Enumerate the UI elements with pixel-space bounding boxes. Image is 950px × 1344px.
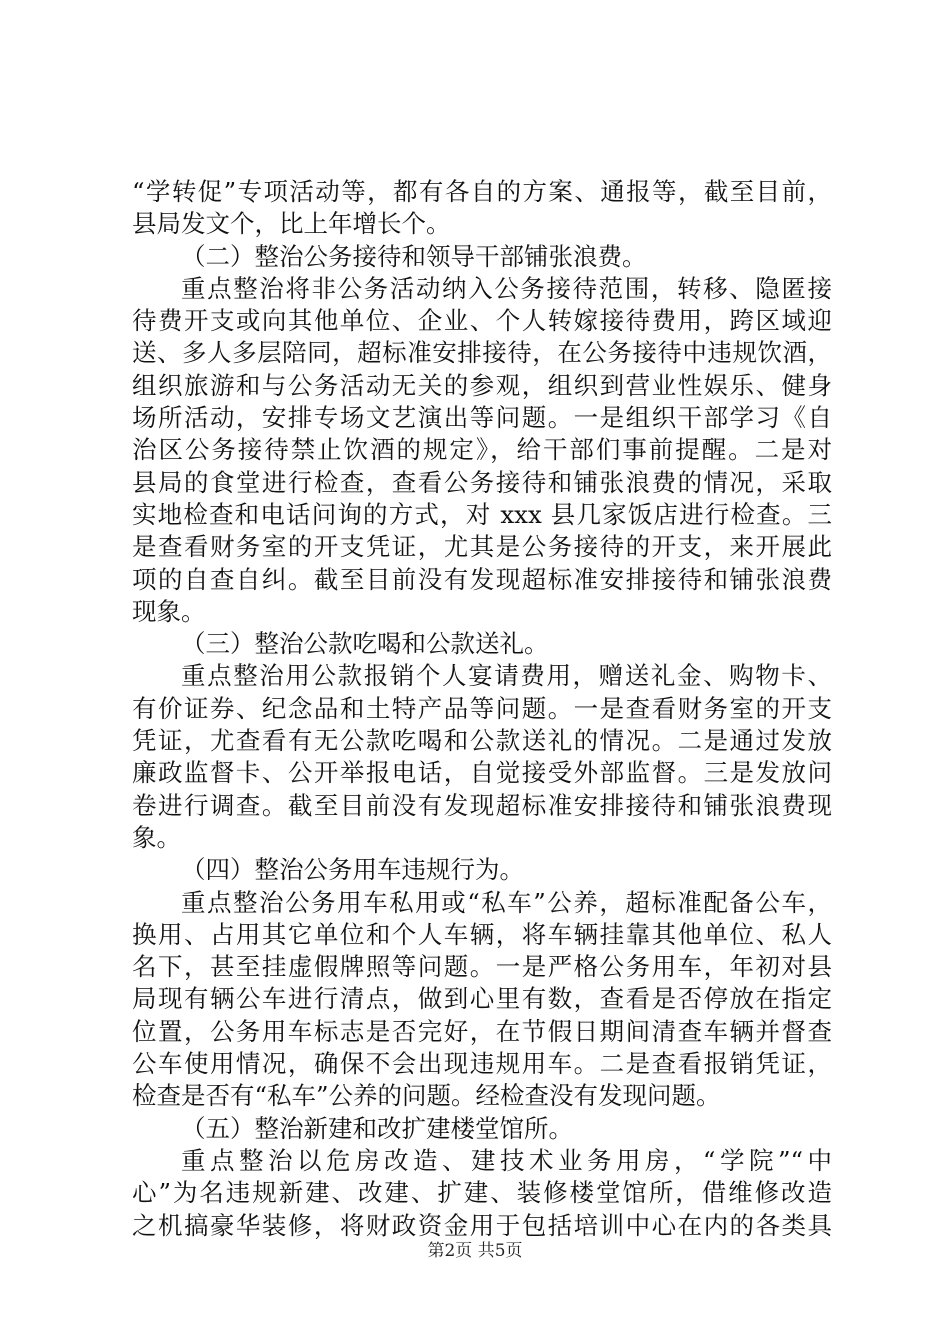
text-line: 场所活动，安排专场文艺演出等问题。一是组织干部学习《自: [132, 403, 832, 433]
page-number-footer: 第2页 共5页: [427, 1241, 523, 1261]
text-line: “学转促”专项活动等，都有各自的方案、通报等，截至目前，: [132, 177, 832, 206]
text-line: 治区公务接待禁止饮酒的规定》，给干部们事前提醒。二是对: [132, 435, 832, 465]
text-line: 局现有辆公车进行清点，做到心里有数，查看是否停放在指定: [132, 984, 832, 1014]
text-line: 检查是否有“私车”公养的问题。经检查没有发现问题。: [132, 1081, 721, 1111]
text-line: 县局发文个，比上年增长个。: [132, 209, 451, 239]
text-line: 凭证，尤查看有无公款吃喝和公款送礼的情况。二是通过发放: [132, 726, 832, 756]
section-heading: （二）整治公务接待和领导干部铺张浪费。: [181, 241, 647, 271]
text-line: 是查看财务室的开支凭证，尤其是公务接待的开支，来开展此: [132, 532, 832, 562]
text-line: 组织旅游和与公务活动无关的参观，组织到营业性娱乐、健身: [132, 370, 832, 400]
text-line: 实地检查和电话问询的方式，对 xxx 县几家饭店进行检查。三: [132, 499, 832, 529]
text-line: 位置，公务用车标志是否完好，在节假日期间清查车辆并督查: [132, 1016, 832, 1046]
text-line: 重点整治以危房改造、建技术业务用房，“学院”“中: [181, 1145, 832, 1175]
text-line: 待费开支或向其他单位、企业、个人转嫁接待费用，跨区域迎: [132, 306, 832, 336]
text-line: 卷进行调查。截至目前没有发现超标准安排接待和铺张浪费现: [132, 790, 832, 820]
section-heading: （三）整治公款吃喝和公款送礼。: [181, 629, 549, 659]
section-heading: （五）整治新建和改扩建楼堂馆所。: [181, 1113, 573, 1143]
text-line: 换用、占用其它单位和个人车辆，将车辆挂靠其他单位、私人: [132, 919, 832, 949]
section-heading: （四）整治公务用车违规行为。: [181, 855, 524, 885]
text-line: 象。: [132, 822, 181, 852]
text-line: 重点整治用公款报销个人宴请费用，赠送礼金、购物卡、: [181, 661, 832, 691]
document-body: [132, 176, 832, 1242]
text-line: 之机搞豪华装修，将财政资金用于包括培训中心在内的各类具: [132, 1210, 832, 1240]
text-line: 重点整治将非公务活动纳入公务接待范围，转移、隐匿接: [181, 273, 832, 303]
text-line: 现象。: [132, 596, 206, 626]
text-line: 项的自查自纠。截至目前没有发现超标准安排接待和铺张浪费: [132, 564, 832, 594]
text-line: 重点整治公务用车私用或“私车”公养，超标准配备公车，: [181, 887, 832, 917]
text-line: 有价证券、纪念品和土特产品等问题。一是查看财务室的开支: [132, 693, 832, 723]
text-line: 心”为名违规新建、改建、扩建、装修楼堂馆所，借维修改造: [132, 1178, 832, 1208]
text-line: 县局的食堂进行检查，查看公务接待和铺张浪费的情况，采取: [132, 467, 832, 497]
text-line: 名下，甚至挂虚假牌照等问题。一是严格公务用车，年初对县: [132, 952, 832, 982]
text-line: 公车使用情况，确保不会出现违规用车。二是查看报销凭证，: [132, 1049, 832, 1079]
text-line: 廉政监督卡、公开举报电话，自觉接受外部监督。三是发放问: [132, 758, 832, 788]
text-line: 送、多人多层陪同，超标准安排接待，在公务接待中违规饮酒，: [132, 338, 832, 368]
